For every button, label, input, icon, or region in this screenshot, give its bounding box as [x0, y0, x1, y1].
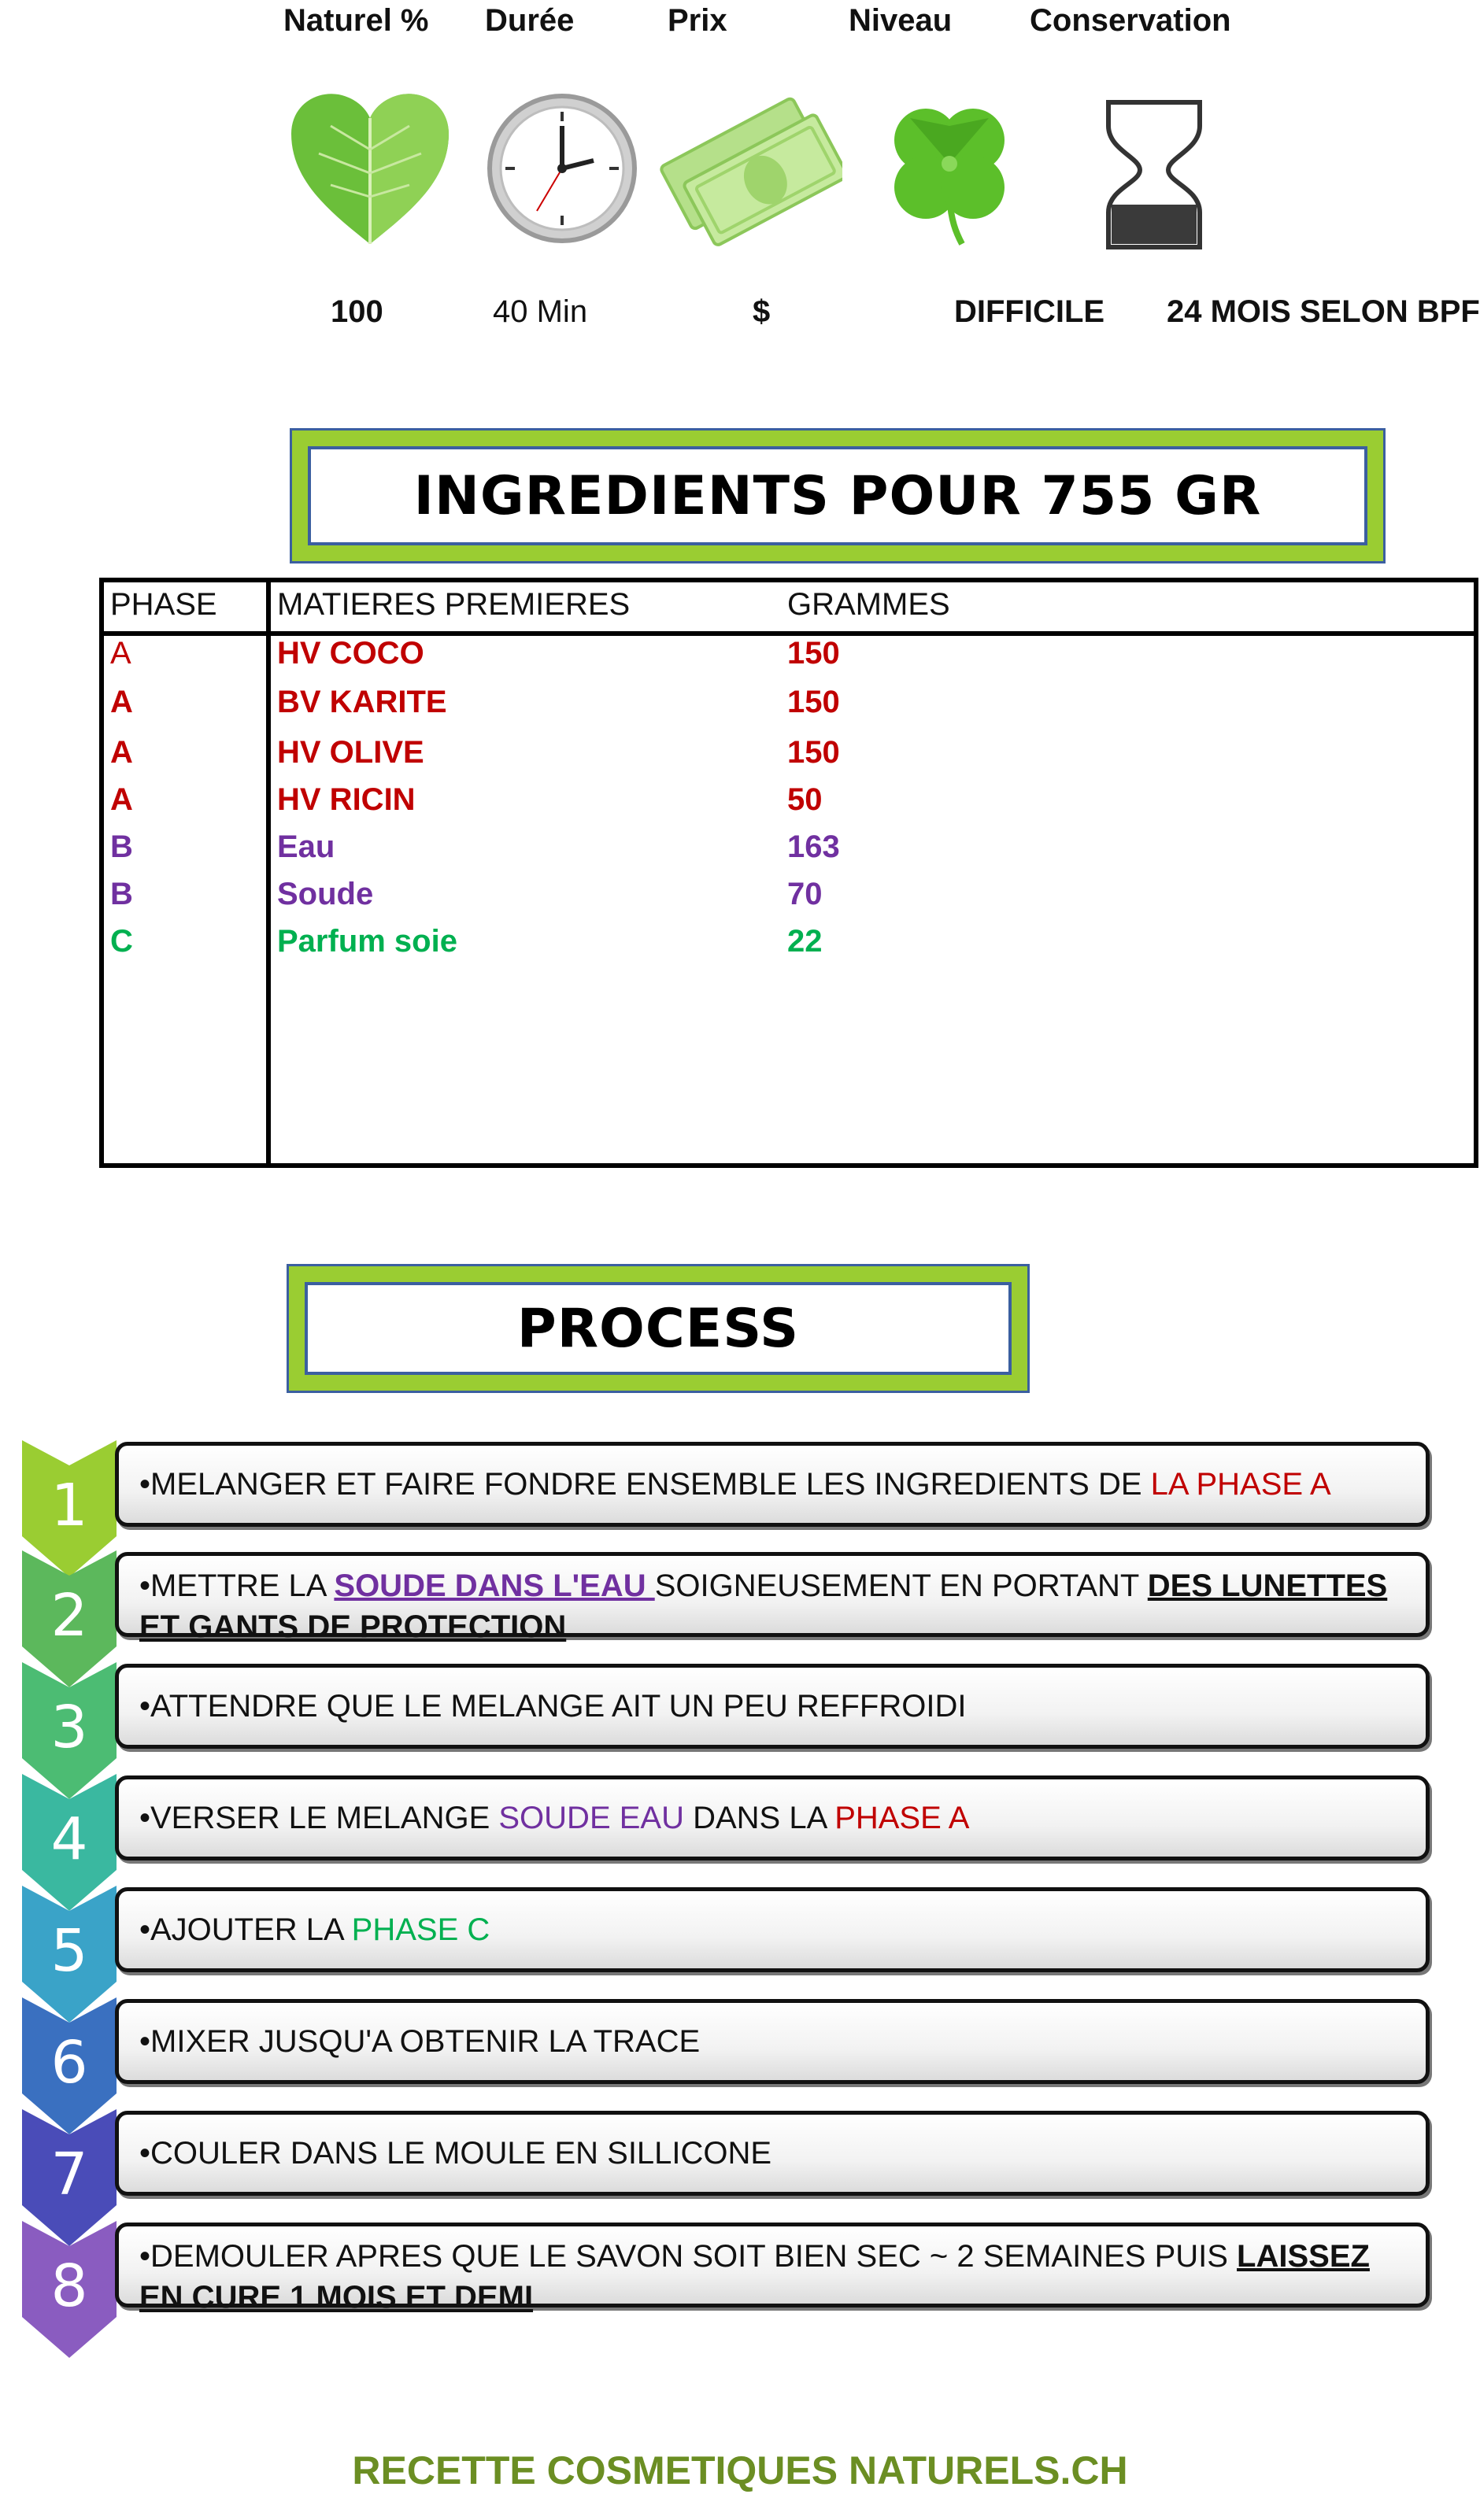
hourglass-icon	[1067, 79, 1241, 252]
row-grams: 70	[787, 877, 823, 911]
row-phase: A	[110, 636, 131, 671]
row-grams: 50	[787, 782, 823, 817]
step-text: •MIXER JUSQU'A OBTENIR LA TRACE	[139, 2024, 701, 2059]
step-number: 6	[50, 2029, 88, 2097]
row-material: BV KARITE	[277, 685, 447, 719]
step-text: •VERSER LE MELANGE SOUDE EAU DANS LA PHASE A	[139, 1801, 970, 1835]
step-text-box	[115, 1887, 1430, 1972]
duree-value: 40 Min	[493, 294, 588, 329]
row-phase: B	[110, 877, 133, 911]
step-text-box	[115, 1999, 1430, 2084]
step-number: 7	[50, 2141, 88, 2208]
step-text-box	[115, 2111, 1430, 2196]
row-material: HV OLIVE	[277, 735, 424, 770]
row-phase: C	[110, 924, 133, 959]
conservation-title: Conservation	[1030, 3, 1231, 38]
step-text-box	[115, 1442, 1430, 1527]
row-grams: 150	[787, 636, 840, 671]
prix-value: $	[753, 294, 771, 329]
process-title-box	[287, 1264, 1030, 1393]
row-phase: A	[110, 782, 133, 817]
step-text-box	[115, 2223, 1430, 2315]
step-number: 2	[50, 1582, 88, 1650]
ingredients-title: INGREDIENTS POUR 755 GR	[413, 464, 1262, 527]
clover-icon	[863, 79, 1036, 252]
conservation-value: 24 MOIS SELON BPF	[1167, 294, 1480, 329]
niveau-title: Niveau	[849, 3, 953, 38]
naturel-value: 100	[331, 294, 383, 329]
row-grams: 150	[787, 735, 840, 770]
leaf-icon	[283, 79, 457, 252]
row-phase: B	[110, 830, 133, 864]
row-phase: A	[110, 735, 133, 770]
duree-title: Durée	[485, 3, 575, 38]
footer-brand: RECETTE COSMETIQUES NATURELS.CH	[352, 2448, 1128, 2492]
row-material: HV COCO	[277, 636, 424, 671]
step-text: •MELANGER ET FAIRE FONDRE ENSEMBLE LES INGREDIENTS DE LA PHASE A	[139, 1467, 1331, 1502]
step-text: •COULER DANS LE MOULE EN SILLICONE	[139, 2136, 772, 2171]
step-number-badge	[22, 2221, 117, 2363]
table-divider	[266, 582, 271, 1163]
naturel-title: Naturel %	[283, 3, 429, 38]
step-text: •DEMOULER APRES QUE LE SAVON SOIT BIEN SEC ~ 2 SEMAINES PUIS LAISSEZ EN CURE 1 MOIS ET DEMI	[139, 2239, 1370, 2315]
row-grams: 22	[787, 924, 823, 959]
row-material: HV RICIN	[277, 782, 416, 817]
step-number: 1	[50, 1472, 88, 1539]
step-number: 4	[50, 1805, 88, 1873]
niveau-value: DIFFICILE	[954, 294, 1105, 329]
row-material: Eau	[277, 830, 335, 864]
step-number: 8	[50, 2252, 88, 2320]
step-text-box	[115, 1775, 1430, 1860]
step-number: 5	[50, 1917, 88, 1985]
ingredients-title-box	[290, 428, 1386, 563]
banknotes-icon	[653, 79, 842, 252]
prix-title: Prix	[668, 3, 727, 38]
row-grams: 163	[787, 830, 840, 864]
step-text: •METTRE LA SOUDE DANS L'EAU SOIGNEUSEMENT EN PORTANT DES LUNETTES ET GANTS DE PROTECTION	[139, 1569, 1388, 1644]
step-text-box	[115, 1552, 1430, 1644]
header-phase: PHASE	[110, 587, 217, 622]
step-text: •ATTENDRE QUE LE MELANGE AIT UN PEU REFFROIDI	[139, 1689, 967, 1724]
clock-icon	[475, 79, 649, 252]
step-text-box	[115, 1664, 1430, 1749]
header-grams: GRAMMES	[787, 587, 950, 622]
row-material: Soude	[277, 877, 374, 911]
ingredients-table	[99, 578, 1478, 1168]
row-material: Parfum soie	[277, 924, 457, 959]
process-title: PROCESS	[516, 1297, 800, 1360]
step-text: •AJOUTER LA PHASE C	[139, 1912, 490, 1947]
row-grams: 150	[787, 685, 840, 719]
row-phase: A	[110, 685, 133, 719]
step-number: 3	[50, 1694, 88, 1761]
header-material: MATIERES PREMIERES	[277, 587, 631, 622]
